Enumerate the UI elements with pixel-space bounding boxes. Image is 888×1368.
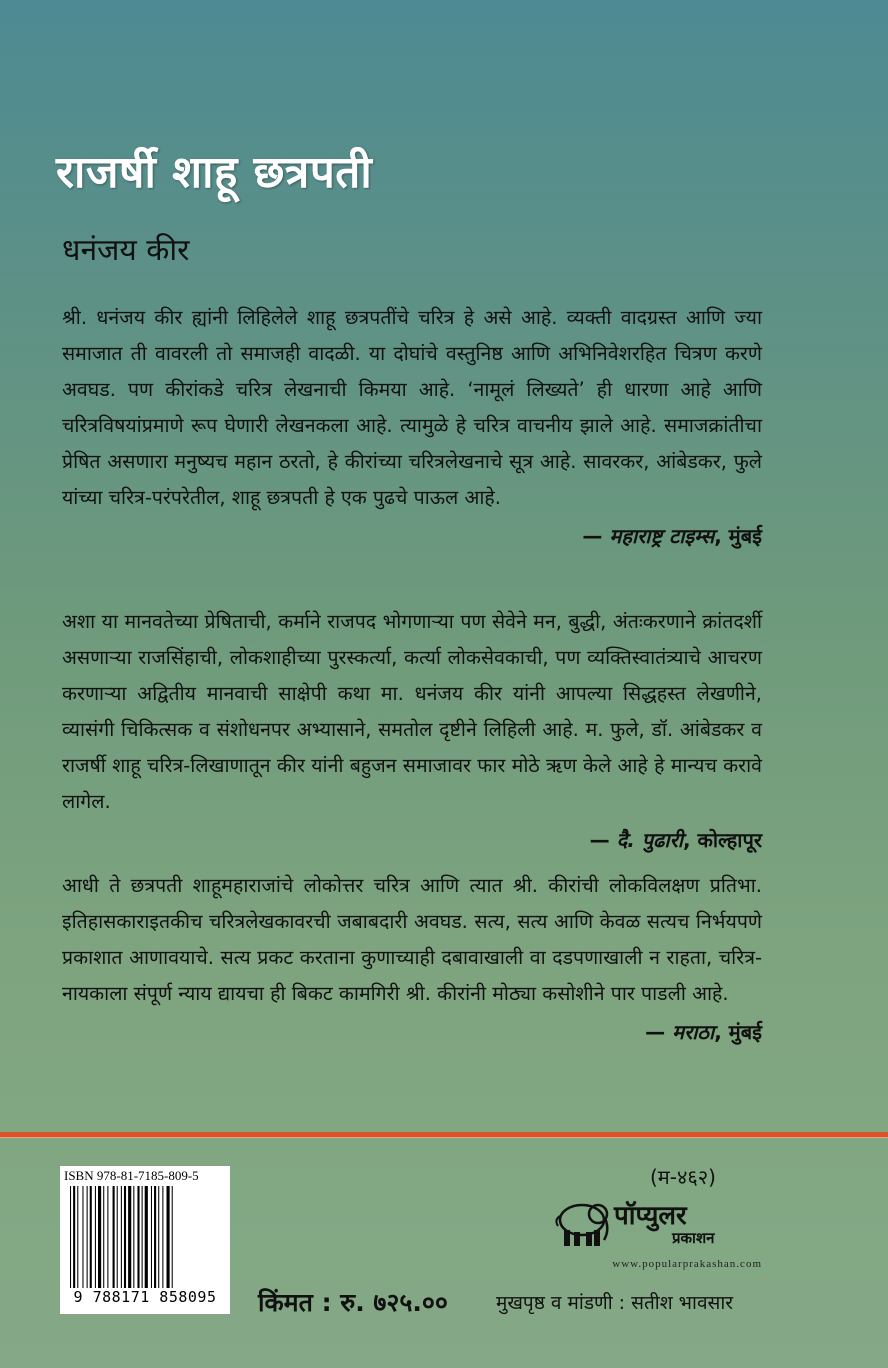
publisher-url: www.popularprakashan.com (612, 1258, 762, 1270)
review-source-place: , कोल्हापूर (682, 828, 762, 852)
publisher-subtitle: प्रकाशन (672, 1229, 715, 1247)
isbn-label: ISBN 978-81-7185-809-5 (64, 1168, 199, 1183)
author-name: धनंजय कीर (62, 233, 190, 268)
review-dash: — (645, 1020, 666, 1044)
review-source-name: महाराष्ट्र टाइम्स (609, 524, 715, 548)
review-source (62, 518, 762, 554)
review-source-place: , मुंबई (714, 1020, 762, 1044)
review-block (62, 604, 762, 858)
review-source-name: मराठा (672, 1020, 715, 1044)
review-text: आधी ते छत्रपती शाहूमहाराजांचे लोकोत्तर चरित्र आणि त्यात श्री. कीरांची लोकविलक्षण प्रतिभा. इतिहासकाराइतकीच चरित्रलेखकावरची जबाबदारी अवघड. सत्य, सत्य आणि केवळ सत्यच निर्भयपणे प्रकाशात आणावयाचे. सत्य प्रकट करताना कुणाच्याही दबावाखाली वा दडपणाखाली न राहता, चरित्र-नायकाला संपूर्ण न्याय द्यायचा ही बिकट कामगिरी श्री. कीरांनी मोठ्या कसोशीने पार पाडली आहे. (62, 874, 762, 1005)
review-source (62, 1014, 762, 1050)
review-dash: — (589, 828, 610, 852)
publisher-logo (552, 1196, 762, 1276)
review-source-name: दै. पुढारी (616, 828, 683, 852)
review-block (62, 868, 762, 1050)
barcode-digits: 9 788171 858095 (73, 1288, 217, 1306)
catalog-code: (म-४६२) (650, 1165, 716, 1189)
review-source (62, 822, 762, 858)
cover-design-credit: मुखपृष्ठ व मांडणी : सतीश भावसार (496, 1292, 734, 1314)
review-source-place: , मुंबई (714, 524, 762, 548)
divider-rule (0, 1132, 888, 1137)
book-title: राजर्षी शाहू छत्रपती (56, 147, 373, 198)
price-label: किंमत : रु. ७२५.०० (258, 1288, 448, 1317)
barcode-box (60, 1166, 230, 1314)
review-text: अशा या मानवतेच्या प्रेषिताची, कर्माने राजपद भोगणाऱ्या पण सेवेने मन, बुद्धी, अंतःकरणाने क्रांतदर्शी असणाऱ्या राजसिंहाची, लोकशाहीच्या पुरस्कर्त्या, कर्त्या लोकसेवकाची, पण व्यक्तिस्वातंत्र्याचे आचरण करणाऱ्या अद्वितीय मानवाची साक्षेपी कथा मा. धनंजय कीर यांनी आपल्या सिद्धहस्त लेखणीने, व्यासंगी चिकित्सक व संशोधनपर अभ्यासाने, समतोल दृष्टीने लिहिली आहे. म. फुले, डॉ. आंबेडकर व राजर्षी शाहू चरित्र-लिखाणातून कीर यांनी बहुजन समाजावर फार मोठे ऋण केले आहे हे मान्यच करावे लागेल. (62, 610, 762, 813)
elephant-icon (552, 1196, 612, 1252)
review-block (62, 300, 762, 554)
barcode-icon (70, 1186, 220, 1288)
review-text: श्री. धनंजय कीर ह्यांनी लिहिलेले शाहू छत्रपतींचे चरित्र हे असे आहे. व्यक्ती वादग्रस्त आणि ज्या समाजात ती वावरली तो समाजही वादळी. या दोघांचे वस्तुनिष्ठ आणि अभिनिवेशरहित चित्रण करणे अवघड. पण कीरांकडे चरित्र लेखनाची किमया आहे. ‘नामूलं लिख्यते’ ही धारणा आहे आणि चरित्रविषयांप्रमाणे रूप घेणारी लेखनकला आहे. त्यामुळे हे चरित्र वाचनीय झाले आहे. समाजक्रांतीचा प्रेषित असणारा मनुष्यच महान ठरतो, हे कीरांच्या चरित्रलेखनाचे सूत्र आहे. सावरकर, आंबेडकर, फुले यांच्या चरित्र-परंपरेतील, शाहू छत्रपती हे एक पुढचे पाऊल आहे. (62, 306, 762, 509)
review-dash: — (582, 524, 603, 548)
publisher-name: पॉप्युलर (614, 1201, 687, 1231)
